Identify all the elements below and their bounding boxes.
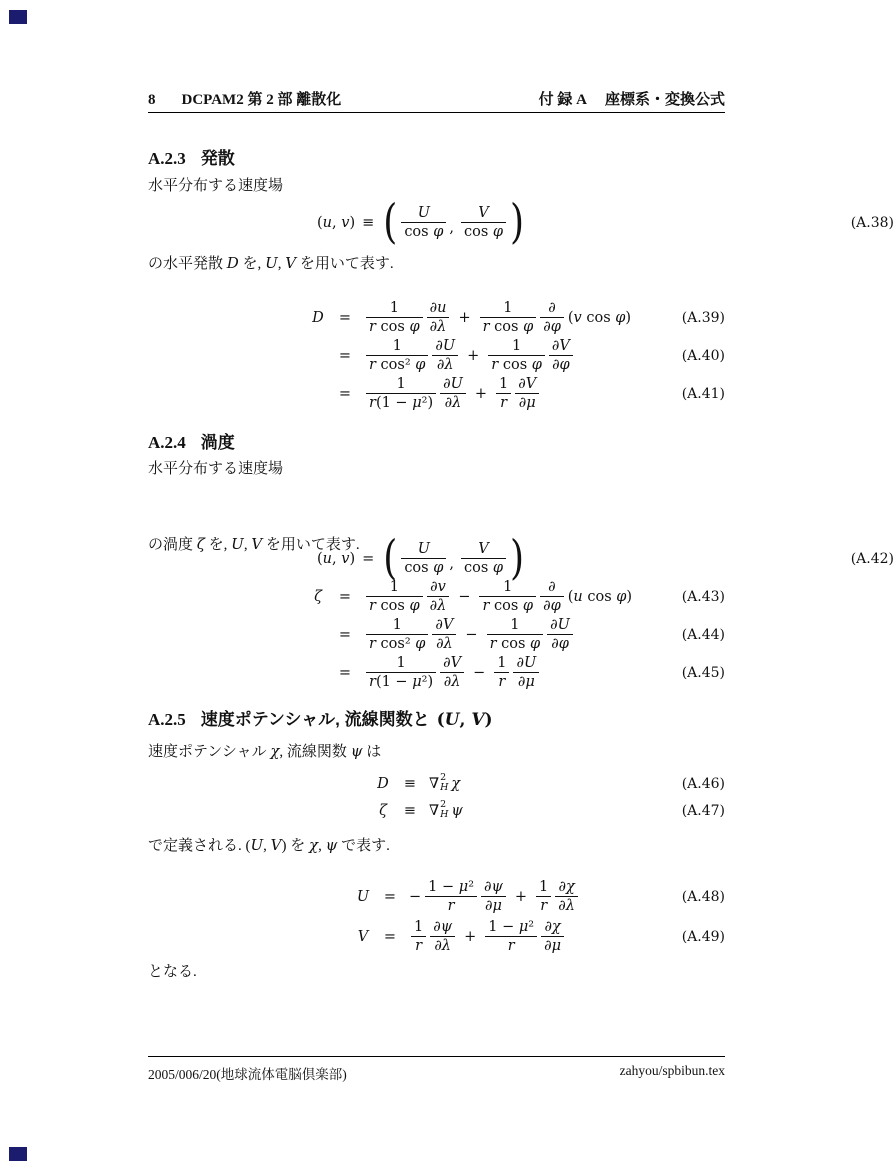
section-number: A.2.3: [148, 149, 186, 168]
equation-tail: (v cos φ): [567, 310, 632, 326]
page-header: [148, 88, 725, 109]
section-title-math: (U, V): [436, 710, 493, 730]
right-paren: ): [510, 195, 525, 249]
equation-a43: [148, 578, 725, 616]
header-rule: [148, 112, 725, 113]
equation-number-a42: (A.42): [850, 551, 894, 567]
equation-number-a38: (A.38): [850, 215, 894, 231]
equation-number-a46: (A.46): [681, 775, 725, 792]
equals-sign: =: [338, 665, 352, 681]
equation-block-uv: [148, 877, 725, 957]
paragraph-vorticity-intro: の渦度 ζ を, U, V を用いて表す.: [148, 535, 360, 553]
equals-sign: =: [383, 929, 397, 945]
equals-sign: =: [338, 386, 352, 402]
equation-lhs: ζ: [379, 802, 387, 819]
page-corner-mark-top: [9, 10, 27, 24]
page-number: 8: [148, 92, 156, 108]
equals-sign: =: [338, 627, 352, 643]
equation-number-a41: (A.41): [681, 386, 725, 402]
footer-left-credit: 2005/006/20(地球流体電脳倶楽部): [148, 1067, 347, 1082]
equation-a44: [148, 616, 725, 654]
paragraph-divergence-intro: の水平発散 D を, U, V を用いて表す.: [148, 254, 394, 272]
equation-number-a48: (A.48): [681, 889, 725, 905]
equation-a45: [148, 654, 725, 692]
header-right-title: 座標系・変換公式: [604, 92, 725, 108]
fraction: $\frac{1}{r}$: [494, 655, 509, 690]
plus-sign: +: [458, 310, 471, 326]
fraction: $\frac{\partial V}{\partial\varphi}$: [549, 338, 573, 373]
header-right: [539, 88, 725, 109]
equals-sign: =: [338, 589, 352, 605]
equation-number-a47: (A.47): [681, 802, 725, 819]
fraction: $\frac{1}{\text{r(1 − μ²)}}$: [366, 655, 436, 690]
fraction: $\frac{1}{\text{r cos² φ}}$: [366, 338, 428, 373]
equals-sign: =: [362, 551, 375, 567]
fraction: $\frac{1}{r}$: [496, 376, 511, 411]
fraction: $\frac{1}{\text{r cos² φ}}$: [366, 617, 428, 652]
fraction: $\frac{\text{1 − μ²}}{r}$: [485, 919, 537, 954]
fraction: $\frac{1}{\text{r cos φ}}$: [488, 338, 545, 373]
sup-sub-stack: 2 H: [440, 771, 449, 793]
fraction: $\frac{\partial U}{\partial\mu}$: [513, 655, 539, 690]
left-paren: (: [383, 531, 398, 585]
equation-lhs: ζ: [314, 589, 322, 605]
comma: ,: [449, 220, 454, 236]
fraction: $\frac{\partial U}{\partial\lambda}$: [432, 338, 458, 373]
paragraph-definition-outro: で定義される. (U, V) を χ, ψ で表す.: [148, 836, 390, 854]
header-left: [148, 88, 341, 109]
equation-a38: [148, 196, 894, 250]
equation-number-a40: (A.40): [681, 348, 725, 364]
equation-block-definitions: [148, 770, 725, 824]
fraction: $\frac{\partial V}{\partial\lambda}$: [432, 617, 456, 652]
fraction: $\frac{\partial\chi}{\partial\mu}$: [541, 919, 564, 954]
fraction: $\frac{V}{\text{cos φ}}$: [461, 541, 506, 576]
fraction: $\frac{1}{\text{r cos φ}}$: [480, 300, 537, 335]
equals-sign: =: [383, 889, 397, 905]
fraction: $\frac{\partial}{\partial\varphi}$: [540, 300, 564, 335]
page-corner-mark-bottom: [9, 1147, 27, 1161]
equation-lhs: U: [356, 889, 370, 905]
section-heading-vorticity: [148, 428, 725, 453]
equation-number-a49: (A.49): [681, 929, 725, 945]
fraction: $\frac{\partial}{\partial\varphi}$: [540, 579, 564, 614]
equation-number-a45: (A.45): [681, 665, 725, 681]
fraction: $\frac{\partial U}{\partial\varphi}$: [547, 617, 573, 652]
plus-sign: +: [464, 929, 477, 945]
fraction: $\frac{\partial U}{\partial\lambda}$: [440, 376, 466, 411]
equation-lhs: V: [357, 929, 369, 945]
section-title: 発散: [200, 149, 235, 168]
fraction: $\frac{\partial\psi}{\partial\lambda}$: [430, 919, 455, 954]
section-title: 渦度: [200, 433, 235, 452]
equation-argument: χ: [451, 775, 461, 792]
left-paren: (: [383, 195, 398, 249]
equation-a46: [148, 770, 725, 797]
plus-sign: +: [514, 889, 528, 905]
equation-number-a39: (A.39): [681, 310, 725, 326]
nabla-operator: ∇: [429, 775, 440, 792]
equation-lhs: (u, v): [317, 215, 356, 231]
fraction: $\frac{\partial u}{\partial\lambda}$: [427, 300, 450, 335]
minus-sign: −: [458, 589, 471, 605]
paragraph-conclusion: となる.: [148, 964, 197, 980]
equation-a48: [148, 877, 725, 917]
fraction: $\frac{1}{\text{r(1 − μ²)}}$: [366, 376, 436, 411]
fraction: $\frac{\partial\chi}{\partial\lambda}$: [555, 879, 578, 914]
header-left-title: DCPAM2 第 2 部 離散化: [181, 92, 342, 108]
equiv-sign: ≡: [403, 802, 417, 819]
equation-a49: [148, 917, 725, 957]
equation-number-a44: (A.44): [681, 627, 725, 643]
fraction: $\frac{1}{\text{r cos φ}}$: [366, 579, 423, 614]
minus-sign: −: [409, 889, 422, 905]
fraction: $\frac{1}{\text{r cos φ}}$: [479, 579, 536, 614]
fraction: $\frac{\partial V}{\partial\lambda}$: [440, 655, 464, 690]
equation-block-vorticity: [148, 578, 725, 692]
plus-sign: +: [474, 386, 487, 402]
equals-sign: =: [338, 348, 352, 364]
equation-lhs: (u, v): [317, 551, 356, 567]
minus-sign: −: [473, 665, 486, 681]
equiv-sign: ≡: [362, 215, 375, 231]
fraction: $\frac{V}{\text{cos φ}}$: [461, 205, 506, 240]
paragraph-velocity-field-2: 水平分布する速度場: [148, 461, 284, 477]
comma: ,: [449, 556, 454, 572]
page-footer: [148, 1063, 725, 1083]
equiv-sign: ≡: [403, 775, 417, 792]
section-heading-divergence: [148, 144, 725, 169]
right-paren: ): [510, 531, 525, 585]
footer-rule: [148, 1056, 725, 1057]
nabla-operator: ∇: [429, 802, 440, 819]
plus-sign: +: [467, 348, 480, 364]
equation-lhs: D: [312, 310, 324, 326]
equation-number-a43: (A.43): [681, 589, 725, 605]
paragraph-velocity-field-1: 水平分布する速度場: [148, 178, 284, 194]
equation-a39: [148, 299, 725, 337]
fraction: $\frac{\partial V}{\partial\mu}$: [515, 376, 539, 411]
section-heading-potential: [148, 705, 725, 730]
header-appendix-label: 付 録 A: [538, 92, 587, 108]
equation-a41: [148, 375, 725, 413]
fraction: $\frac{\text{1 − μ²}}{r}$: [425, 879, 477, 914]
fraction: $\frac{1}{\text{r cos φ}}$: [487, 617, 544, 652]
minus-sign: −: [465, 627, 478, 643]
section-number: A.2.4: [148, 433, 186, 452]
fraction: $\frac{U}{\text{cos φ}}$: [401, 541, 446, 576]
equation-lhs: D: [377, 775, 389, 792]
sup-sub-stack: 2 H: [440, 798, 449, 820]
paragraph-potential-intro: 速度ポテンシャル χ, 流線関数 ψ は: [148, 742, 382, 760]
equation-a47: [148, 797, 725, 824]
footer-right-filename: zahyou/spbibun.tex: [619, 1063, 725, 1078]
fraction: $\frac{1}{r}$: [536, 879, 551, 914]
fraction: $\frac{1}{\text{r cos φ}}$: [366, 300, 423, 335]
fraction: $\frac{\partial\psi}{\partial\mu}$: [481, 879, 506, 914]
equation-argument: ψ: [451, 802, 463, 819]
equals-sign: =: [338, 310, 352, 326]
fraction: $\frac{\partial v}{\partial\lambda}$: [427, 579, 450, 614]
fraction: $\frac{U}{\text{cos φ}}$: [401, 205, 446, 240]
equation-a40: [148, 337, 725, 375]
section-number: A.2.5: [148, 710, 186, 729]
equation-block-divergence: [148, 299, 725, 413]
section-title: 速度ポテンシャル, 流線関数と: [200, 710, 430, 729]
fraction: $\frac{1}{r}$: [411, 919, 426, 954]
equation-tail: (u cos φ): [567, 589, 633, 605]
